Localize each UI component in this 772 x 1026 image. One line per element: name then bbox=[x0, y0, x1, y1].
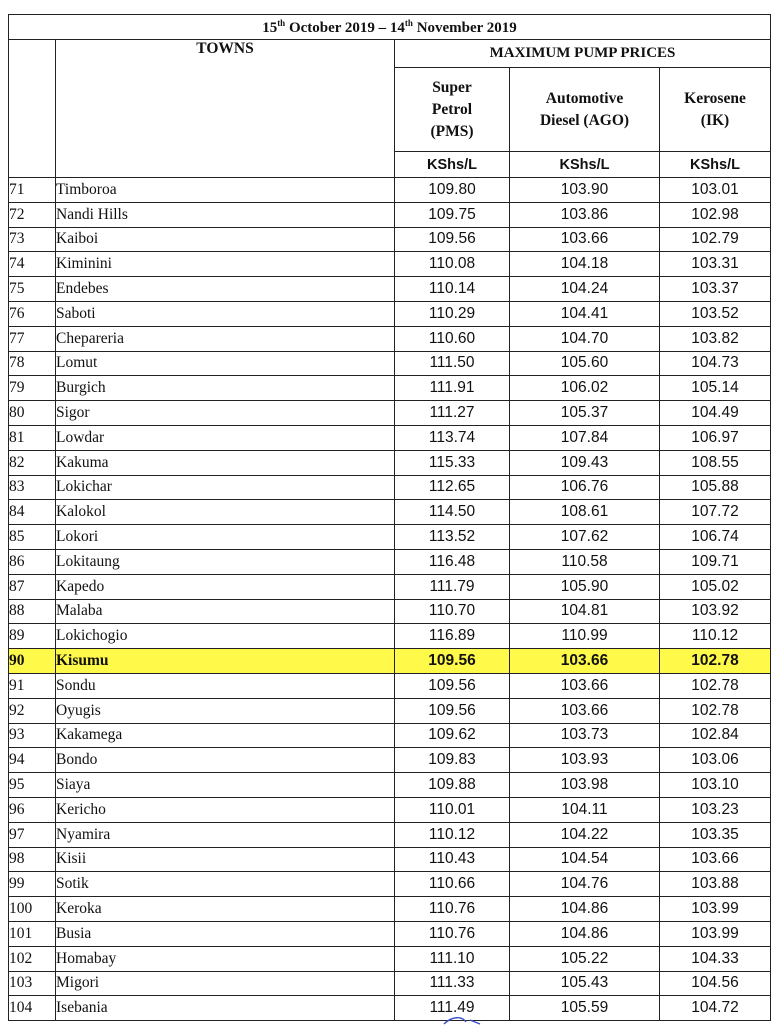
town-name: Bondo bbox=[56, 748, 395, 773]
pms-price: 111.91 bbox=[395, 376, 510, 401]
table-row bbox=[9, 549, 771, 574]
ago-price: 105.90 bbox=[510, 574, 660, 599]
ago-price: 103.66 bbox=[510, 673, 660, 698]
row-number: 81 bbox=[9, 425, 56, 450]
ago-price: 108.61 bbox=[510, 500, 660, 525]
row-number: 84 bbox=[9, 500, 56, 525]
row-number: 93 bbox=[9, 723, 56, 748]
row-number: 86 bbox=[9, 549, 56, 574]
town-name: Malaba bbox=[56, 599, 395, 624]
row-number: 72 bbox=[9, 202, 56, 227]
pms-price: 114.50 bbox=[395, 500, 510, 525]
date-range-title: 15th October 2019 – 14th November 2019 bbox=[9, 15, 771, 40]
table-row bbox=[9, 797, 771, 822]
ago-price: 104.18 bbox=[510, 252, 660, 277]
row-number: 101 bbox=[9, 921, 56, 946]
town-name: Siaya bbox=[56, 773, 395, 798]
ik-price: 108.55 bbox=[660, 450, 771, 475]
pms-price: 111.49 bbox=[395, 996, 510, 1021]
ago-price: 105.43 bbox=[510, 971, 660, 996]
row-number: 71 bbox=[9, 178, 56, 203]
ago-price: 104.22 bbox=[510, 822, 660, 847]
ago-price: 105.37 bbox=[510, 401, 660, 426]
town-name: Kapedo bbox=[56, 574, 395, 599]
ik-price: 109.71 bbox=[660, 549, 771, 574]
pms-price: 109.56 bbox=[395, 227, 510, 252]
table-row bbox=[9, 773, 771, 798]
town-name: Kiminini bbox=[56, 252, 395, 277]
towns-header: TOWNS bbox=[56, 40, 395, 178]
row-number: 87 bbox=[9, 574, 56, 599]
table-row bbox=[9, 946, 771, 971]
row-number: 89 bbox=[9, 624, 56, 649]
pms-price: 109.80 bbox=[395, 178, 510, 203]
table-row bbox=[9, 698, 771, 723]
ago-price: 104.54 bbox=[510, 847, 660, 872]
table-row bbox=[9, 673, 771, 698]
town-name: Kaiboi bbox=[56, 227, 395, 252]
ago-price: 103.73 bbox=[510, 723, 660, 748]
price-rows bbox=[9, 178, 771, 1021]
pms-price: 110.43 bbox=[395, 847, 510, 872]
row-number: 102 bbox=[9, 946, 56, 971]
pms-price: 110.70 bbox=[395, 599, 510, 624]
pms-price: 115.33 bbox=[395, 450, 510, 475]
pms-price: 109.56 bbox=[395, 698, 510, 723]
row-number: 90 bbox=[9, 649, 56, 674]
pms-price: 111.27 bbox=[395, 401, 510, 426]
ago-price: 105.59 bbox=[510, 996, 660, 1021]
ago-price: 105.60 bbox=[510, 351, 660, 376]
ik-price: 102.78 bbox=[660, 698, 771, 723]
pms-price: 109.88 bbox=[395, 773, 510, 798]
pms-price: 109.75 bbox=[395, 202, 510, 227]
ik-price: 105.02 bbox=[660, 574, 771, 599]
ago-price: 104.24 bbox=[510, 277, 660, 302]
ago-price: 104.81 bbox=[510, 599, 660, 624]
pen-mark-icon bbox=[440, 1014, 500, 1026]
row-number: 78 bbox=[9, 351, 56, 376]
town-name: Oyugis bbox=[56, 698, 395, 723]
ago-price: 106.02 bbox=[510, 376, 660, 401]
ik-price: 110.12 bbox=[660, 624, 771, 649]
town-name: Kalokol bbox=[56, 500, 395, 525]
ik-price: 107.72 bbox=[660, 500, 771, 525]
pms-price: 110.29 bbox=[395, 301, 510, 326]
ago-price: 105.22 bbox=[510, 946, 660, 971]
ago-price: 109.43 bbox=[510, 450, 660, 475]
table-row bbox=[9, 351, 771, 376]
pms-price: 109.56 bbox=[395, 673, 510, 698]
table-row bbox=[9, 996, 771, 1021]
table-row bbox=[9, 376, 771, 401]
table-row bbox=[9, 326, 771, 351]
table-row bbox=[9, 624, 771, 649]
row-number: 96 bbox=[9, 797, 56, 822]
pms-price: 110.76 bbox=[395, 921, 510, 946]
row-number: 91 bbox=[9, 673, 56, 698]
pms-price: 110.76 bbox=[395, 897, 510, 922]
table-row bbox=[9, 723, 771, 748]
ik-price: 103.31 bbox=[660, 252, 771, 277]
row-number: 94 bbox=[9, 748, 56, 773]
ago-price: 103.66 bbox=[510, 698, 660, 723]
pms-price: 116.48 bbox=[395, 549, 510, 574]
ago-price: 104.70 bbox=[510, 326, 660, 351]
ik-price: 105.14 bbox=[660, 376, 771, 401]
town-name: Burgich bbox=[56, 376, 395, 401]
row-number: 74 bbox=[9, 252, 56, 277]
town-name: Lokori bbox=[56, 525, 395, 550]
table-row bbox=[9, 227, 771, 252]
town-name: Kericho bbox=[56, 797, 395, 822]
ik-price: 103.82 bbox=[660, 326, 771, 351]
town-name: Endebes bbox=[56, 277, 395, 302]
ago-unit: KShs/L bbox=[510, 152, 660, 178]
ago-price: 104.76 bbox=[510, 872, 660, 897]
town-name: Lokichar bbox=[56, 475, 395, 500]
pms-price: 111.33 bbox=[395, 971, 510, 996]
table-row bbox=[9, 574, 771, 599]
ik-price: 104.56 bbox=[660, 971, 771, 996]
town-name: Chepareria bbox=[56, 326, 395, 351]
row-number-header bbox=[9, 40, 56, 178]
row-number: 95 bbox=[9, 773, 56, 798]
ik-price: 103.35 bbox=[660, 822, 771, 847]
ik-column-header: Kerosene (IK) bbox=[660, 68, 771, 152]
pms-column-header: Super Petrol (PMS) bbox=[395, 68, 510, 152]
table-row bbox=[9, 921, 771, 946]
town-name: Lokitaung bbox=[56, 549, 395, 574]
pms-price: 110.01 bbox=[395, 797, 510, 822]
ik-price: 103.66 bbox=[660, 847, 771, 872]
table-row bbox=[9, 599, 771, 624]
table-row bbox=[9, 475, 771, 500]
ago-price: 104.86 bbox=[510, 921, 660, 946]
row-number: 73 bbox=[9, 227, 56, 252]
town-name: Migori bbox=[56, 971, 395, 996]
pms-price: 110.12 bbox=[395, 822, 510, 847]
row-number: 80 bbox=[9, 401, 56, 426]
pms-price: 110.66 bbox=[395, 872, 510, 897]
pms-price: 111.10 bbox=[395, 946, 510, 971]
row-number: 83 bbox=[9, 475, 56, 500]
row-number: 82 bbox=[9, 450, 56, 475]
table-row bbox=[9, 847, 771, 872]
ik-price: 104.49 bbox=[660, 401, 771, 426]
pms-price: 110.60 bbox=[395, 326, 510, 351]
town-name: Isebania bbox=[56, 996, 395, 1021]
ik-price: 103.92 bbox=[660, 599, 771, 624]
table-row bbox=[9, 425, 771, 450]
pms-price: 112.65 bbox=[395, 475, 510, 500]
ik-price: 106.74 bbox=[660, 525, 771, 550]
ago-price: 110.99 bbox=[510, 624, 660, 649]
ago-column-header: Automotive Diesel (AGO) bbox=[510, 68, 660, 152]
ik-price: 103.01 bbox=[660, 178, 771, 203]
table-row bbox=[9, 897, 771, 922]
town-name: Lowdar bbox=[56, 425, 395, 450]
ago-price: 104.11 bbox=[510, 797, 660, 822]
pms-price: 110.14 bbox=[395, 277, 510, 302]
table-row bbox=[9, 277, 771, 302]
ik-price: 102.78 bbox=[660, 673, 771, 698]
row-number: 97 bbox=[9, 822, 56, 847]
pms-price: 113.74 bbox=[395, 425, 510, 450]
town-name: Nyamira bbox=[56, 822, 395, 847]
town-name: Saboti bbox=[56, 301, 395, 326]
ik-price: 103.99 bbox=[660, 897, 771, 922]
ik-price: 102.79 bbox=[660, 227, 771, 252]
max-pump-prices-header: MAXIMUM PUMP PRICES bbox=[395, 40, 771, 68]
row-number: 88 bbox=[9, 599, 56, 624]
row-number: 103 bbox=[9, 971, 56, 996]
town-name: Nandi Hills bbox=[56, 202, 395, 227]
ago-price: 103.66 bbox=[510, 227, 660, 252]
ago-price: 103.86 bbox=[510, 202, 660, 227]
ago-price: 106.76 bbox=[510, 475, 660, 500]
ik-price: 105.88 bbox=[660, 475, 771, 500]
town-name: Timboroa bbox=[56, 178, 395, 203]
town-name: Kisumu bbox=[56, 649, 395, 674]
pump-prices-table bbox=[8, 14, 771, 1021]
pms-price: 109.62 bbox=[395, 723, 510, 748]
row-number: 85 bbox=[9, 525, 56, 550]
table-row bbox=[9, 822, 771, 847]
town-name: Busia bbox=[56, 921, 395, 946]
table-row bbox=[9, 525, 771, 550]
table-row bbox=[9, 178, 771, 203]
pms-price: 116.89 bbox=[395, 624, 510, 649]
town-name: Kakuma bbox=[56, 450, 395, 475]
table-row bbox=[9, 872, 771, 897]
table-row bbox=[9, 450, 771, 475]
ik-price: 104.33 bbox=[660, 946, 771, 971]
ik-unit: KShs/L bbox=[660, 152, 771, 178]
town-name: Keroka bbox=[56, 897, 395, 922]
row-number: 98 bbox=[9, 847, 56, 872]
pms-unit: KShs/L bbox=[395, 152, 510, 178]
row-number: 79 bbox=[9, 376, 56, 401]
table-row bbox=[9, 500, 771, 525]
row-number: 99 bbox=[9, 872, 56, 897]
town-name: Sotik bbox=[56, 872, 395, 897]
row-number: 104 bbox=[9, 996, 56, 1021]
ik-price: 103.37 bbox=[660, 277, 771, 302]
pms-price: 110.08 bbox=[395, 252, 510, 277]
row-number: 76 bbox=[9, 301, 56, 326]
table-row bbox=[9, 301, 771, 326]
row-number: 92 bbox=[9, 698, 56, 723]
ago-price: 103.93 bbox=[510, 748, 660, 773]
town-name: Kakamega bbox=[56, 723, 395, 748]
town-name: Lokichogio bbox=[56, 624, 395, 649]
ik-price: 103.88 bbox=[660, 872, 771, 897]
ik-price: 104.72 bbox=[660, 996, 771, 1021]
town-name: Homabay bbox=[56, 946, 395, 971]
ago-price: 107.84 bbox=[510, 425, 660, 450]
row-number: 75 bbox=[9, 277, 56, 302]
pms-price: 111.50 bbox=[395, 351, 510, 376]
ik-price: 106.97 bbox=[660, 425, 771, 450]
ik-price: 103.10 bbox=[660, 773, 771, 798]
ik-price: 103.99 bbox=[660, 921, 771, 946]
table-row bbox=[9, 202, 771, 227]
table-row bbox=[9, 748, 771, 773]
row-number: 77 bbox=[9, 326, 56, 351]
table-row bbox=[9, 971, 771, 996]
row-number: 100 bbox=[9, 897, 56, 922]
pms-price: 111.79 bbox=[395, 574, 510, 599]
ago-price: 104.86 bbox=[510, 897, 660, 922]
ik-price: 104.73 bbox=[660, 351, 771, 376]
ik-price: 103.52 bbox=[660, 301, 771, 326]
ago-price: 103.66 bbox=[510, 649, 660, 674]
town-name: Sondu bbox=[56, 673, 395, 698]
pms-price: 109.83 bbox=[395, 748, 510, 773]
table-row bbox=[9, 401, 771, 426]
ik-price: 102.78 bbox=[660, 649, 771, 674]
ago-price: 103.98 bbox=[510, 773, 660, 798]
pms-price: 113.52 bbox=[395, 525, 510, 550]
ik-price: 102.84 bbox=[660, 723, 771, 748]
table-row bbox=[9, 252, 771, 277]
town-name: Lomut bbox=[56, 351, 395, 376]
ik-price: 103.23 bbox=[660, 797, 771, 822]
table-row-highlighted bbox=[9, 649, 771, 674]
ago-price: 103.90 bbox=[510, 178, 660, 203]
ago-price: 104.41 bbox=[510, 301, 660, 326]
town-name: Kisii bbox=[56, 847, 395, 872]
ik-price: 103.06 bbox=[660, 748, 771, 773]
town-name: Sigor bbox=[56, 401, 395, 426]
pms-price: 109.56 bbox=[395, 649, 510, 674]
ago-price: 110.58 bbox=[510, 549, 660, 574]
ago-price: 107.62 bbox=[510, 525, 660, 550]
ik-price: 102.98 bbox=[660, 202, 771, 227]
